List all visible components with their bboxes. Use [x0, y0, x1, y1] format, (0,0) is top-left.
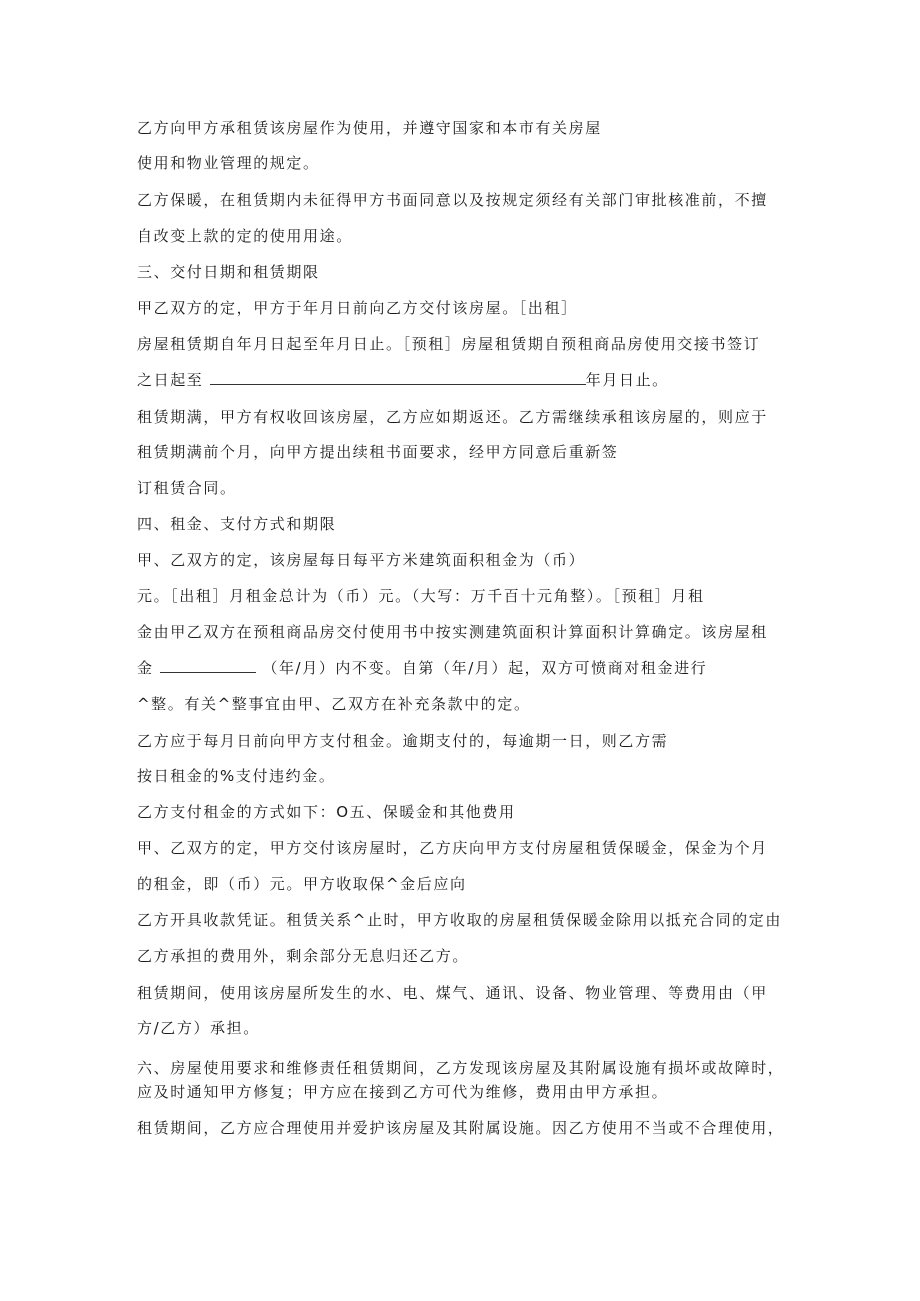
text-line: 按日租金的%支付违约金。	[137, 767, 336, 785]
text-line: 订租赁合同。	[137, 479, 237, 497]
text-line: 甲乙双方的定，甲方于年月日前向乙方交付该房屋。［出租］	[137, 299, 578, 317]
text-line: 应及时通知甲方修复；甲方应在接到乙方可代为维修，费用由甲方承担。	[137, 1083, 669, 1101]
text-line: 方/乙方）承担。	[137, 1019, 260, 1037]
text-line: 乙方支付租金的方式如下：O五、保暖金和其他费用	[137, 803, 516, 821]
text-segment: 之日起至	[137, 371, 204, 389]
text-line: 租赁期间，使用该房屋所发生的水、电、煤气、通讯、设备、物业管理、等费用由（甲	[137, 984, 768, 1002]
section-heading: 三、交付日期和租赁期限	[137, 263, 320, 281]
text-line: 租赁期间，乙方应合理使用并爱护该房屋及其附属设施。因乙方使用不当或不合理使用，	[137, 1119, 785, 1137]
section-heading: 四、租金、支付方式和期限	[137, 515, 337, 533]
text-segment: （年/月）内不变。自第（年/月）起，双方可愤商对租金进行	[262, 659, 708, 677]
text-line: 使用和物业管理的规定。	[137, 154, 320, 172]
text-line: 乙方应于每月日前向甲方支付租金。逾期支付的，每逾期一日，则乙方需	[137, 732, 669, 750]
text-line: 租赁期满，甲方有权收回该房屋，乙方应如期返还。乙方需继续承租该房屋的，则应于	[137, 408, 768, 426]
text-line-with-blank	[137, 658, 707, 678]
text-line: ^整。有关^整事宜由甲、乙双方在补充条款中的定。	[137, 695, 531, 713]
text-line: 租赁期满前个月，向甲方提出续租书面要求，经甲方同意后重新签	[137, 443, 619, 461]
text-line: 乙方开具收款凭证。租赁关系^止时，甲方收取的房屋租赁保暖金除用以抵充合同的定由	[137, 911, 782, 929]
text-line: 甲、乙双方的定，甲方交付该房屋时，乙方庆向甲方支付房屋租赁保暖金，保金为个月	[137, 839, 768, 857]
text-line: 乙方承担的费用外，剩余部分无息归还乙方。	[137, 947, 470, 965]
text-line: 乙方保暖，在租赁期内未征得甲方书面同意以及按规定须经有关部门审批核准前，不擅	[137, 191, 768, 209]
text-segment: 年月日止。	[585, 371, 669, 389]
text-line: 金由甲乙双方在预租商品房交付使用书中按实测建筑面积计算面积计算确定。该房屋租	[137, 623, 768, 641]
text-segment: 金	[137, 659, 154, 677]
section-heading: 六、房屋使用要求和维修责任租赁期间，乙方发现该房屋及其附属设施有损坏或故障时，	[137, 1059, 785, 1077]
text-line-with-blank	[137, 370, 669, 390]
text-line: 乙方向甲方承租赁该房屋作为使用，并遵守国家和本市有关房屋	[137, 119, 602, 137]
text-line: 甲、乙双方的定，该房屋每日每平方米建筑面积租金为（币）	[137, 551, 586, 569]
text-line: 自改变上款的定的使用用途。	[137, 227, 353, 245]
text-line: 元。［出租］月租金总计为（币）元。（大写：万千百十元角整）。［预租］月租	[137, 587, 705, 605]
text-line: 房屋租赁期自年月日起至年月日止。［预租］房屋租赁期自预租商品房使用交接书签订	[137, 335, 761, 353]
fill-in-blank	[210, 370, 586, 385]
text-line: 的租金，即（币）元。甲方收取保^金后应向	[137, 875, 467, 893]
fill-in-blank	[160, 658, 256, 673]
